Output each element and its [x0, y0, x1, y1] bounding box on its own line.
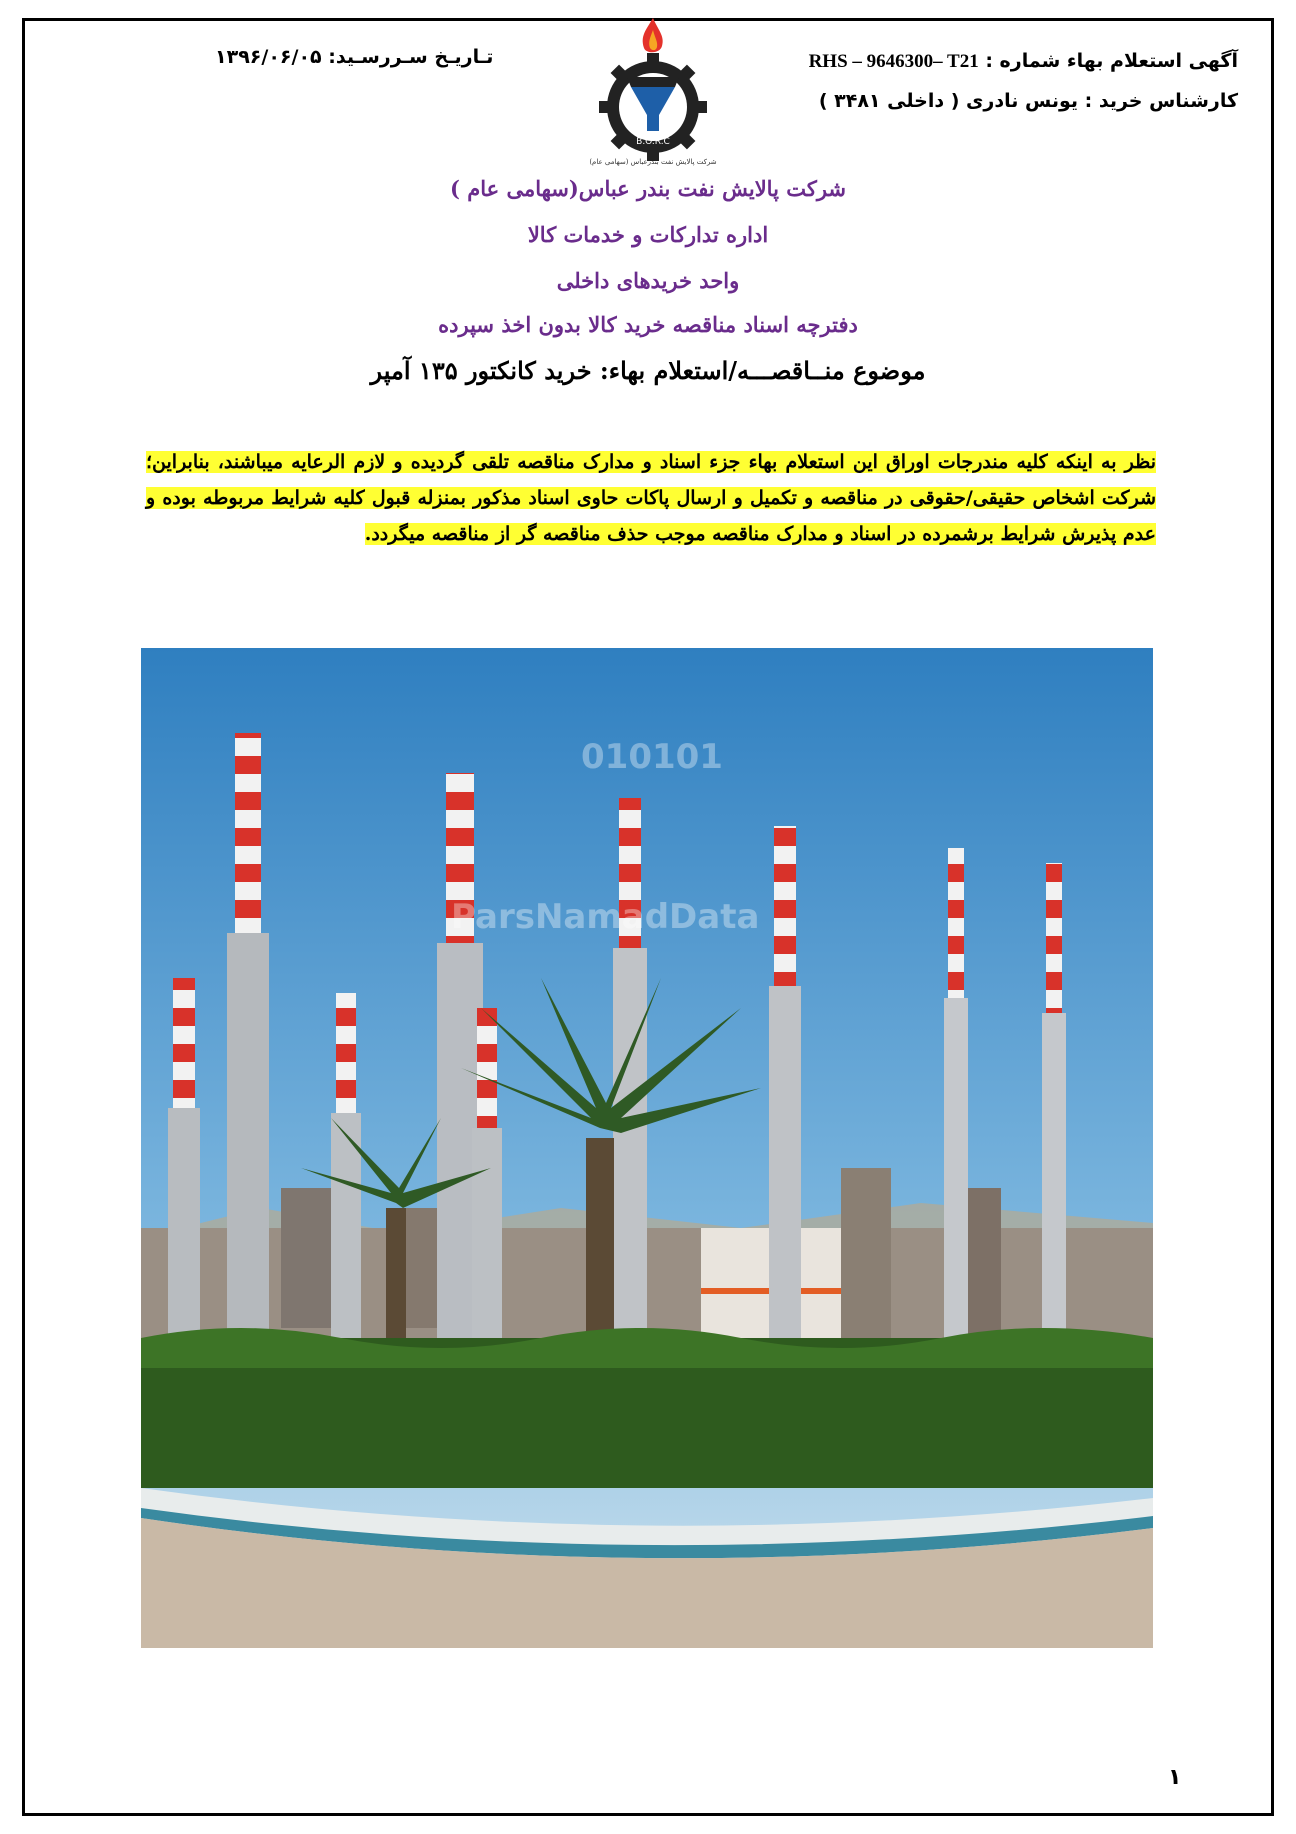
unit-name: واحد خریدهای داخلی: [556, 268, 740, 293]
logo-text: B.O.R.C: [636, 137, 670, 147]
buyer-line: کارشناس خرید : یونس نادری ( داخلی ۳۴۸۱ ): [818, 90, 1238, 112]
rfq-number: RHS – 9646300– T21: [808, 51, 979, 72]
notice-paragraph: [146, 444, 1156, 552]
refinery-photo: [141, 648, 1153, 1648]
page-number: ۱: [1168, 1765, 1182, 1790]
due-date: ۱۳۹۶/۰۶/۰۵: [215, 46, 322, 68]
due-date-line: [215, 46, 493, 68]
company-logo: [588, 12, 718, 177]
rfq-label: آگهی استعلام بهاء شماره :: [985, 50, 1238, 72]
company-name: شرکت پالایش نفت بندر عباس(سهامی عام ): [449, 176, 847, 201]
due-label: تـاریـخ سـررسـید:: [328, 46, 494, 68]
department-name: اداره تدارکات و خدمات کالا: [527, 222, 769, 247]
watermark-text: ParsNamadData: [451, 897, 760, 937]
rfq-number-line: [809, 50, 1238, 73]
watermark-digits: 010101: [581, 737, 723, 777]
notice-text: نظر به اینکه کلیه مندرجات اوراق این استعلام بهاء جزء اسناد و مدارک مناقصه تلقی گردیده و لازم الرعایه میباشند، بنابراین؛ شرکت اشخاص حقیقی/حقوقی در مناقصه و تکمیل و ارسال پاکات حاوی اسناد مذکور بمنزله قبول کلیه شرایط مربوطه بوده و عدم پذیرش شرایط برشمرده در اسناد و مدارک مناقصه موجب حذف مناقصه گر از مناقصه میگردد.: [146, 451, 1156, 545]
tender-subject: موضوع منــاقصـــه/استعلام بهاء: خرید کانکتور ۱۳۵ آمپر: [370, 356, 926, 385]
booklet-title: دفترچه اسناد مناقصه خرید کالا بدون اخذ سپرده: [438, 312, 858, 337]
logo-caption: شرکت پالایش نفت بندرعباس (سهامی عام): [589, 158, 717, 166]
